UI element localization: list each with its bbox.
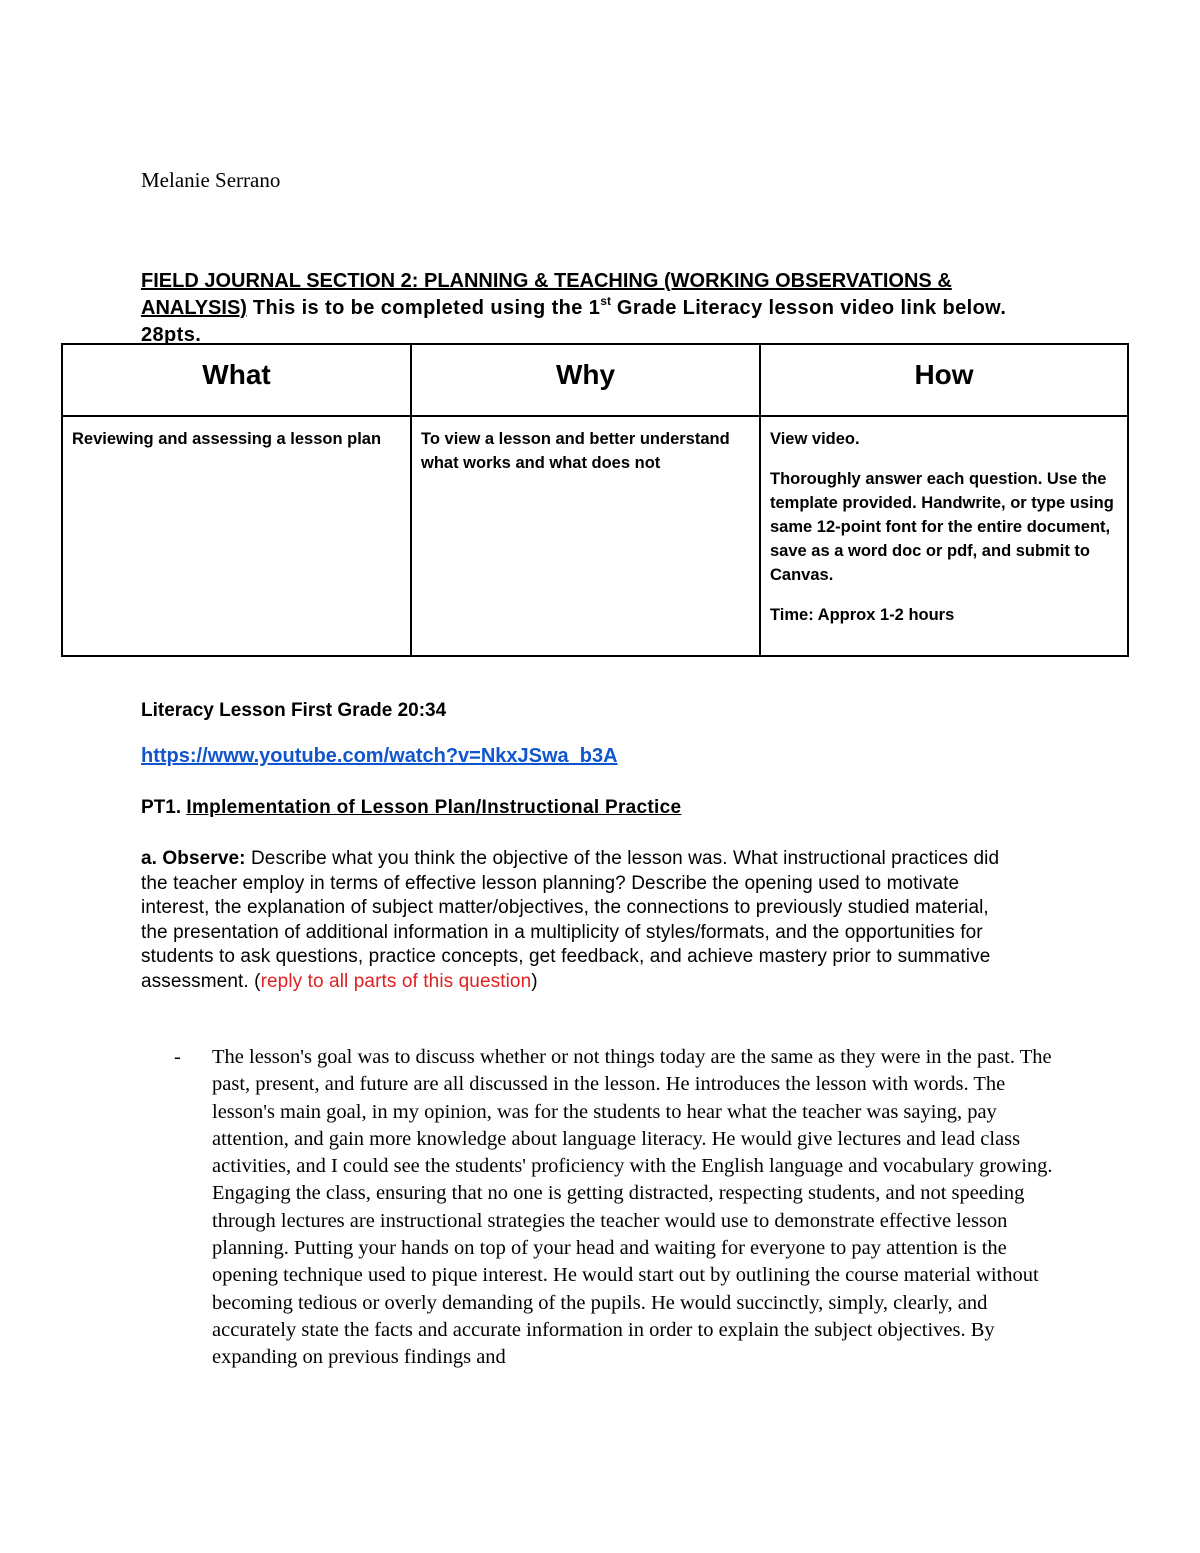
cell-how xyxy=(760,416,1128,656)
table-row xyxy=(62,416,1128,656)
question-text: Describe what you think the objective of the lesson was. What instructional practices did the teacher employ in terms of effective lesson planning? Describe the opening used to motivate interest, the explanation of subject matter/objectives, the connections to previously studied material, the presentation of additional information in a multiplicity of styles/formats, and the opportunities for students to ask questions, practice concepts, get feedback, and achieve mastery prior to summative assessment. ( xyxy=(141,848,1000,992)
section-heading-title: FIELD JOURNAL SECTION 2: PLANNING & TEACHING (WORKING OBSERVATIONS & ANALYSIS) xyxy=(141,270,952,319)
cell-why: To view a lesson and better understand what works and what does not xyxy=(411,416,760,656)
answer-block xyxy=(141,1044,1061,1372)
question-observe xyxy=(141,847,1011,995)
part-title: Implementation of Lesson Plan/Instructional Practice xyxy=(186,797,682,818)
question-close: ) xyxy=(531,970,538,992)
how-step-answer: Thoroughly answer each question. Use the template provided. Handwrite, or type using same 12-point font for the entire document, save as a word doc or pdf, and submit to Canvas. xyxy=(770,470,1114,584)
header-why: Why xyxy=(411,344,760,416)
section-heading-instructions-end: Grade Literacy lesson video link below. 28pts. xyxy=(141,297,1007,346)
question-red-note: reply to all parts of this question xyxy=(260,970,532,992)
superscript-st: st xyxy=(600,294,611,309)
how-step-time: Time: Approx 1-2 hours xyxy=(770,606,955,624)
cell-what: Reviewing and assessing a lesson plan xyxy=(62,416,411,656)
section-heading-instructions: This is to be completed using the 1 xyxy=(246,297,601,319)
question-label: a. Observe: xyxy=(141,848,246,869)
how-step-view: View video. xyxy=(770,430,860,448)
bullet-dash: - xyxy=(174,1046,181,1068)
answer-text: The lesson's goal was to discuss whether or not things today are the same as they were in the past. The past, present, and future are all discussed in the lesson. He introduces the lesson with words. The lesson's main goal, in my opinion, was for the students to hear what the teacher was saying, pay attention, and gain more knowledge about language literacy. He would give lectures and lead class activities, and I could see the students' proficiency with the English language and vocabulary growing. Engaging the class, ensuring that no one is getting distracted, respecting students, and not speeding through lectures are instructional strategies the teacher would use to demonstrate effective lesson planning. Putting your hands on top of your head and waiting for everyone to pay attention is the opening technique used to pique interest. He would start out by outlining the course material without becoming tedious or overly demanding of the pupils. He would succinctly, simply, clearly, and accurately state the facts and accurate information in order to explain the subject objectives. By expanding on previous findings and xyxy=(212,1046,1053,1369)
journal-table xyxy=(61,343,1129,657)
table-header-row xyxy=(62,344,1128,416)
author-name: Melanie Serrano xyxy=(141,168,281,192)
section-heading xyxy=(141,268,1041,349)
lesson-title: Literacy Lesson First Grade 20:34 xyxy=(141,700,447,721)
part-heading xyxy=(141,797,681,819)
video-link[interactable]: https://www.youtube.com/watch?v=NkxJSwa_b3A xyxy=(141,745,618,767)
header-how: How xyxy=(760,344,1128,416)
header-what: What xyxy=(62,344,411,416)
part-prefix: PT1. xyxy=(141,797,187,818)
